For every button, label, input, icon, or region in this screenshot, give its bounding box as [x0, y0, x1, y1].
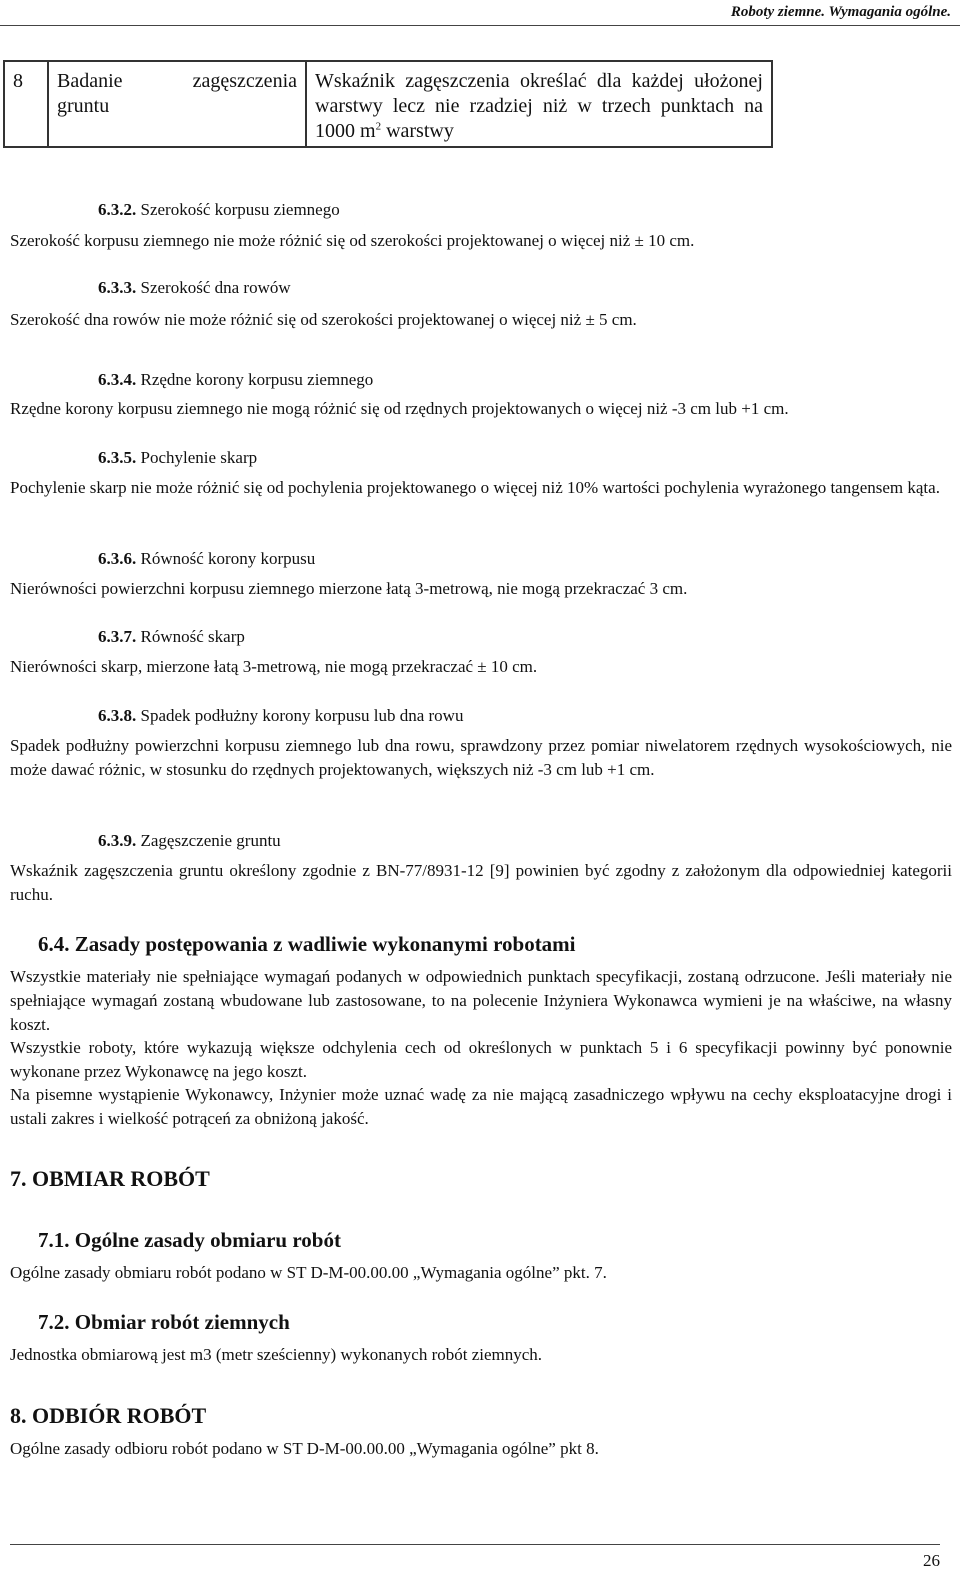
- section-text-8: Ogólne zasady odbioru robót podano w ST D-M-00.00.00 „Wymagania ogólne” pkt 8.: [10, 1439, 599, 1458]
- page-number: 26: [923, 1551, 940, 1570]
- section-text-6-3-3: Szerokość dna rowów nie może różnić się od szerokości projektowanej o więcej niż ± 5 cm.: [10, 310, 637, 329]
- section-heading-6-3-9: 6.3.9. Zagęszczenie gruntu: [98, 831, 281, 850]
- section-heading-6-3-7: 6.3.7. Równość skarp: [98, 627, 245, 646]
- section-text-6-3-9: Wskaźnik zagęszczenia gruntu określony zgodnie z BN-77/8931-12 [9] powinien być zgodny z założonym dla odpowiedniej kategorii ruchu.: [10, 861, 952, 904]
- section-text-6-3-8: Spadek podłużny powierzchni korpusu ziemnego lub dna rowu, sprawdzony przez pomiar niwelatorem rzędnych wysokościowych, nie może dawać różnic, w stosunku do rzędnych projektowanych, większych niż -3 cm lub +1 cm.: [10, 736, 952, 779]
- table-cell-number: 8: [4, 61, 48, 147]
- section-text-6-3-2: Szerokość korpusu ziemnego nie może różnić się od szerokości projektowanej o więcej niż ± 10 cm.: [10, 231, 695, 250]
- footer-divider: [10, 1544, 940, 1545]
- section-heading-6-3-4: 6.3.4. Rzędne korony korpusu ziemnego: [98, 370, 374, 389]
- requirements-table: [3, 60, 773, 148]
- section-heading-6-3-6: 6.3.6. Równość korony korpusu: [98, 549, 316, 568]
- table-name-word: Badanie: [57, 70, 123, 92]
- paragraph-6-4-1: Wszystkie materiały nie spełniające wymagań podanych w odpowiednich punktach specyfikacji, zostaną odrzucone. Jeśli materiały nie spełniające wymagań zostaną wbudowane lub zastosowane, to na polecenie Inżyniera Wykonawca wymieni je na właściwe, na własny koszt.: [10, 967, 952, 1034]
- header-divider: [0, 25, 960, 26]
- table-cell-description: Wskaźnik zagęszczenia określać dla każdej ułożonej warstwy lecz nie rzadziej niż w trzech punktach na 1000 $m^2$ warstwy: [306, 61, 772, 147]
- paragraph-6-4-3: Na pisemne wystąpienie Wykonawcy, Inżynier może uznać wadę za nie mającą zasadniczego wpływu na cechy eksploatacyjne drogi i ustali zakres i wielkość potrąceń za obniżoną jakość.: [10, 1085, 952, 1128]
- section-heading-6-3-8: 6.3.8. Spadek podłużny korony korpusu lub dna rowu: [98, 706, 464, 725]
- chapter-heading-8: 8. ODBIÓR ROBÓT: [10, 1403, 207, 1428]
- table-cell-name: [48, 61, 306, 147]
- section-heading-6-3-5: 6.3.5. Pochylenie skarp: [98, 448, 258, 467]
- section-text-6-3-5: Pochylenie skarp nie może różnić się od pochylenia projektowanego o więcej niż 10% wartości pochylenia wyrażonego tangensem kąta.: [10, 478, 940, 497]
- table-name-word: zagęszczenia: [192, 70, 297, 92]
- chapter-heading-7: 7. OBMIAR ROBÓT: [10, 1166, 210, 1191]
- section-text-6-3-6: Nierówności powierzchni korpusu ziemnego mierzone łatą 3-metrową, nie mogą przekraczać 3 cm.: [10, 579, 688, 598]
- running-header: Roboty ziemne. Wymagania ogólne.: [730, 4, 951, 20]
- table-name-word: gruntu: [57, 95, 110, 117]
- section-text-7-2: Jednostka obmiarową jest m3 (metr sześcienny) wykonanych robót ziemnych.: [10, 1345, 543, 1364]
- table-row: [4, 61, 772, 147]
- section-text-7-1: Ogólne zasady obmiaru robót podano w ST D-M-00.00.00 „Wymagania ogólne” pkt. 7.: [10, 1263, 607, 1282]
- section-heading-6-3-3: 6.3.3. Szerokość dna rowów: [98, 278, 291, 297]
- section-text-6-3-7: Nierówności skarp, mierzone łatą 3-metrową, nie mogą przekraczać ± 10 cm.: [10, 657, 538, 676]
- section-heading-7-2: 7.2. Obmiar robót ziemnych: [38, 1310, 290, 1334]
- section-heading-6-4: 6.4. Zasady postępowania z wadliwie wykonanymi robotami: [38, 932, 576, 956]
- section-heading-7-1: 7.1. Ogólne zasady obmiaru robót: [38, 1228, 341, 1252]
- section-text-6-3-4: Rzędne korony korpusu ziemnego nie mogą różnić się od rzędnych projektowanych o więcej niż -3 cm lub +1 cm.: [10, 399, 789, 418]
- paragraph-6-4-2: Wszystkie roboty, które wykazują większe odchylenia cech od określonych w punktach 5 i 6 specyfikacji powinny być ponownie wykonane przez Wykonawcę na jego koszt.: [10, 1038, 952, 1081]
- section-heading-6-3-2: 6.3.2. Szerokość korpusu ziemnego: [98, 200, 340, 219]
